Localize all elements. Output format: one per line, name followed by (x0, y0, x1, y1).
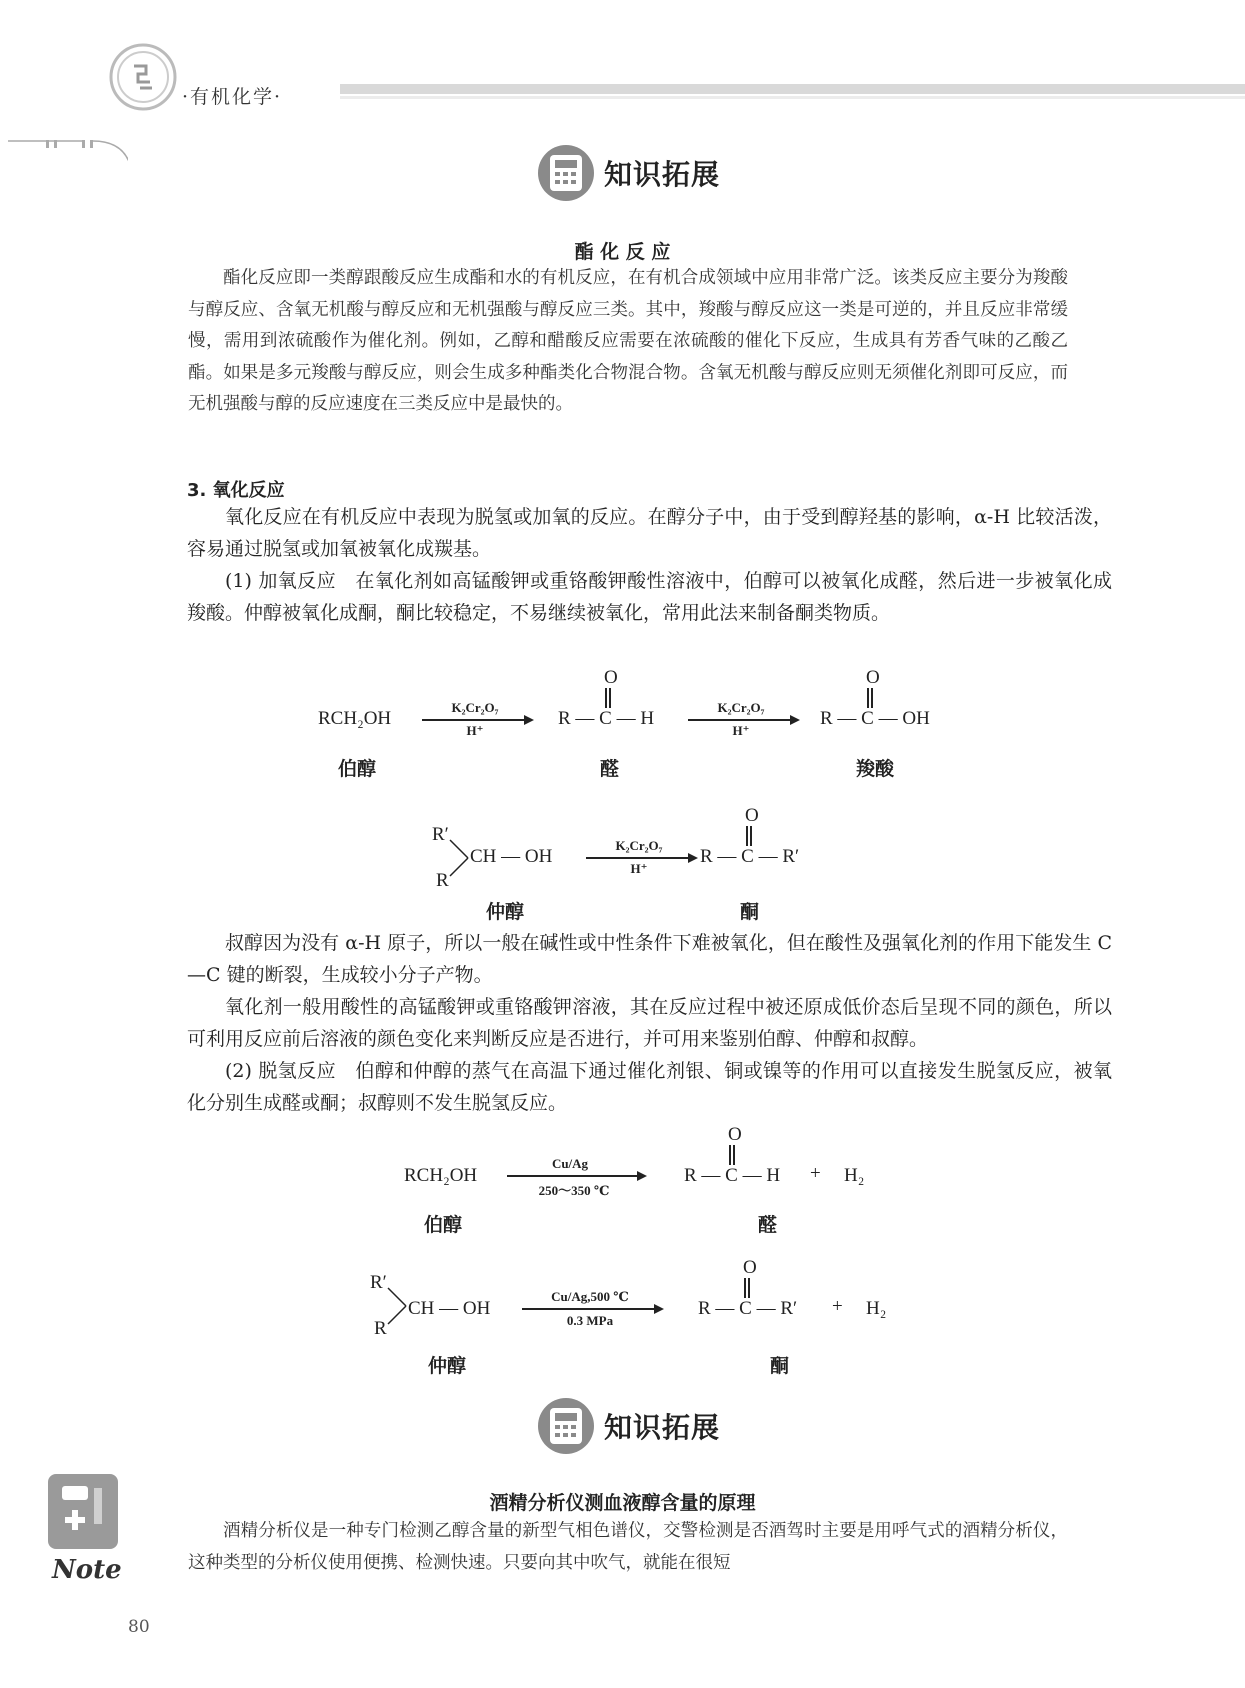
margin-decoration (8, 140, 128, 1640)
header-rule (340, 84, 1245, 94)
note-label: Note (52, 1555, 122, 1585)
box-title: 酯 化 反 应 (574, 241, 671, 263)
note-icon (48, 1474, 118, 1549)
calculator-icon (538, 1398, 594, 1454)
section-heading: 3. 氧化反应 (187, 480, 285, 501)
badge-label: 知识拓展 (604, 1411, 721, 1444)
box-title: 酒精分析仪测血液醇含量的原理 (489, 1492, 756, 1514)
calculator-icon (538, 145, 594, 201)
chapter-logo-icon (108, 42, 178, 112)
section-badge (538, 1398, 768, 1456)
section-badge (538, 145, 768, 203)
page-number: 80 (128, 1617, 150, 1637)
header-rule-thin (340, 96, 1245, 99)
section-text-2: 叔醇因为没有 α-H 原子，所以一般在碱性或中性条件下难被氧化，但在酸性及强氧化剂的作用下能发生 C—C 键的断裂，生成较小分子产物。 氧化剂一般用酸性的高锰酸钾或重铬酸钾溶液，其在反应过程中被还原成低价态后呈现不同的颜色，所以可利用反应前后溶液的颜色变化来判断反应是否进行，并可用来鉴别伯醇、仲醇和叔醇。 (2) 脱氢反应 伯醇和仲醇的蒸气在高温下通过催化剂银、铜或镍等的作用可以直接发生脱氢反应，被氧化分别生成醛或酮；叔醇则不发生脱氢反应。 (187, 932, 1112, 1114)
section-text-1: 氧化反应在有机反应中表现为脱氢或加氧的反应。在醇分子中，由于受到醇羟基的影响，α-H 比较活泼，容易通过脱氢或加氧被氧化成羰基。 (1) 加氧反应 在氧化剂如高锰酸钾或重铬酸钾酸性溶液中，伯醇可以被氧化成醛，然后进一步被氧化成羧酸。仲醇被氧化成酮，酮比较稳定，不易继续被氧化，常用此法来制备酮类物质。 (187, 506, 1112, 624)
badge-label: 知识拓展 (604, 158, 721, 191)
box-paragraph: 酒精分析仪是一种专门检测乙醇含量的新型气相色谱仪，交警检测是否酒驾时主要是用呼气式的酒精分析仪，这种类型的分析仪使用便携、检测快速。只要向其中吹气，就能在很短 (188, 1521, 1068, 1573)
running-title: ·有机化学· (182, 86, 283, 108)
box-paragraph: 酯化反应即一类醇跟酸反应生成酯和水的有机反应，在有机合成领域中应用非常广泛。该类反应主要分为羧酸与醇反应、含氧无机酸与醇反应和无机强酸与醇反应三类。其中，羧酸与醇反应这一类是可逆的，并且反应非常缓慢，需用到浓硫酸作为催化剂。例如，乙醇和醋酸反应需要在浓硫酸的催化下反应，生成具有芳香气味的乙酸乙酯。如果是多元羧酸与醇反应，则会生成多种酯类化合物混合物。含氧无机酸与醇反应则无须催化剂即可反应，而无机强酸与醇的反应速度在三类反应中是最快的。 (188, 268, 1068, 414)
